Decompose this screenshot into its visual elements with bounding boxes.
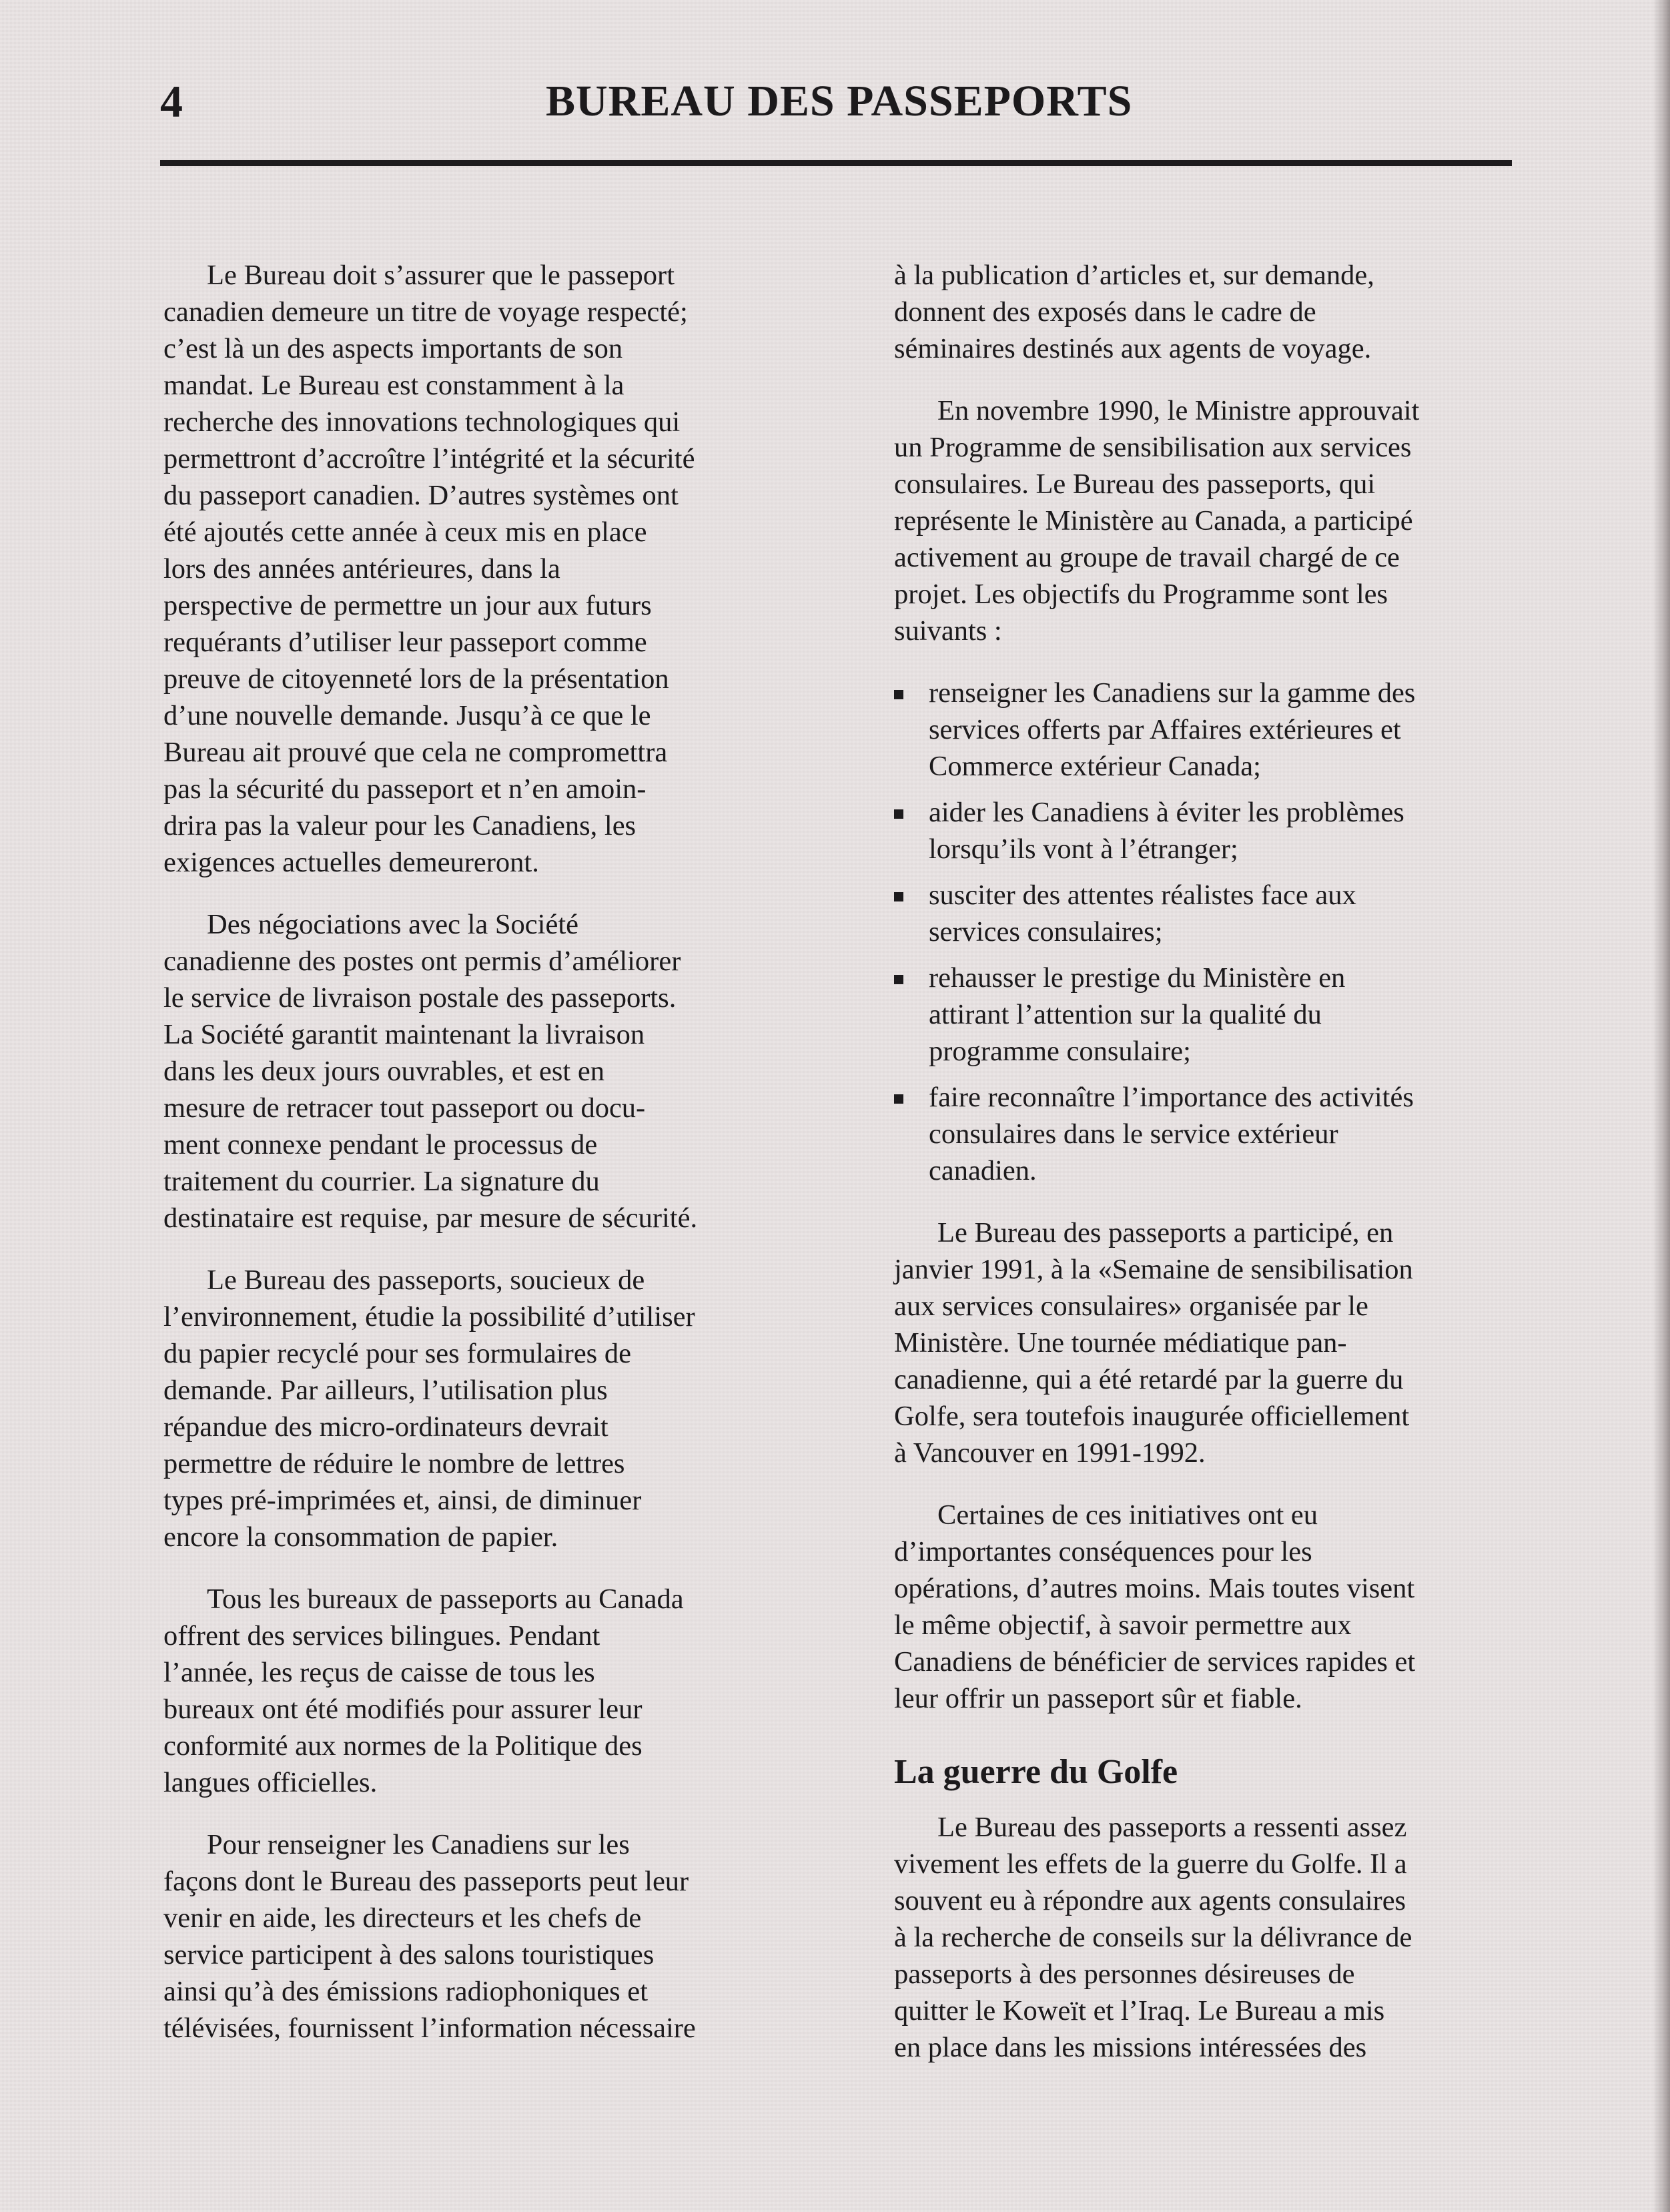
list-item <box>894 794 1495 867</box>
paragraph-awareness-week: Le Bureau des passeports a participé, en janvier 1991, à la «Semaine de sensibilisation aux services consulaires» organisée par le Ministère. Une tournée médiatique pan- canadienne, qui a été retardé par la guerre du Golfe, sera toutefois inaugurée officiellement à Vancouver en 1991-1992. <box>894 1217 1413 1469</box>
page-header <box>160 75 1512 128</box>
objectives-list <box>894 675 1495 1189</box>
square-bullet-icon <box>894 892 903 901</box>
list-item-text: renseigner les Canadiens sur la gamme des services offerts par Affaires extérieures et Commerce extérieur Canada; <box>929 677 1416 782</box>
paragraph-bilingual-services: Tous les bureaux de passeports au Canada offrent des services bilingues. Pendant l’année, les reçus de caisse de tous les bureaux ont été modifiés pour assurer leur conformité aux normes de la Politique des langues officielles. <box>163 1583 684 1798</box>
page-number: 4 <box>160 76 183 127</box>
paragraph-initiatives: Certaines de ces initiatives ont eu d’importantes conséquences pour les opérations, d’autres moins. Mais toutes visent le même objectif, à savoir permettre aux Canadiens de bénéficier de services rapides et leur offrir un passeport sûr et fiable. <box>894 1499 1416 1714</box>
square-bullet-icon <box>894 690 903 699</box>
list-item <box>894 877 1495 950</box>
square-bullet-icon <box>894 809 903 819</box>
list-item-text: aider les Canadiens à éviter les problèmes lorsqu’ils vont à l’étranger; <box>929 797 1404 865</box>
list-item-text: faire reconnaître l’importance des activités consulaires dans le service extérieur canadien. <box>929 1082 1414 1186</box>
section-heading: La guerre du Golfe <box>894 1753 1178 1791</box>
paragraph-gulf-war: Le Bureau des passeports a ressenti assez vivement les effets de la guerre du Golfe. Il a souvent eu à répondre aux agents consulaires à la recherche de conseils sur la délivrance de passeports à des personnes désireuses de quitter le Koweït et l’Iraq. Le Bureau a mis en place dans les missions intéressées des <box>894 1812 1412 2063</box>
square-bullet-icon <box>894 1094 903 1104</box>
page-edge-shadow <box>1653 0 1670 2212</box>
right-column <box>894 257 1495 2091</box>
header-rule <box>160 160 1512 166</box>
square-bullet-icon <box>894 975 903 984</box>
paragraph-program-intro: En novembre 1990, le Ministre approuvait un Programme de sensibilisation aux services consulaires. Le Bureau des passeports, qui représente le Ministère au Canada, a participé activement au groupe de travail chargé de ce projet. Les objectifs du Programme sont les suivants : <box>894 395 1420 647</box>
paragraph-public-information: Pour renseigner les Canadiens sur les façons dont le Bureau des passeports peut leur venir en aide, les directeurs et les chefs de service participent à des salons touristiques ainsi qu’à des émissions radiophoniques et télévisées, fournissent l’information nécessaire <box>163 1829 696 2044</box>
list-item-text: susciter des attentes réalistes face aux services consulaires; <box>929 879 1356 948</box>
list-item <box>894 1079 1495 1189</box>
running-title: BUREAU DES PASSEPORTS <box>546 77 1133 125</box>
paragraph-recycled-paper: Le Bureau des passeports, soucieux de l’environnement, étudie la possibilité d’utiliser du papier recyclé pour ses formulaires de demande. Par ailleurs, l’utilisation plus répandue des micro-ordinateurs devrait permettre de réduire le nombre de lettres types pré-imprimées et, ainsi, de diminuer encore la consommation de papier. <box>163 1264 695 1553</box>
paragraph-postal-delivery: Des négociations avec la Société canadienne des postes ont permis d’améliorer le service de livraison postale des passeports. La Société garantit maintenant la livraison dans les deux jours ouvrables, et est en mesure de retracer tout passeport ou docu- ment connexe pendant le processus de traitement du courrier. La signature du destinataire est requise, par mesure de sécurité. <box>163 909 698 1234</box>
paragraph-passport-integrity: Le Bureau doit s’assurer que le passeport canadien demeure un titre de voyage respecté; c’est là un des aspects importants de son mandat. Le Bureau est constamment à la recherche des innovations technologiques qui permettront d’accroître l’intégrité et la sécurité du passeport canadien. D’autres systèmes ont été ajoutés cette année à ceux mis en place lors des années antérieures, dans la perspective de permettre un jour aux futurs requérants d’utiliser leur passeport comme preuve de citoyenneté lors de la présentation d’une nouvelle demande. Jusqu’à ce que le Bureau ait prouvé que cela ne compromettra pas la sécurité du passeport et n’en amoin- drira pas la valeur pour les Canadiens, les exigences actuelles demeureront. <box>163 260 695 878</box>
list-item <box>894 675 1495 785</box>
left-column <box>163 257 787 2072</box>
list-item-text: rehausser le prestige du Ministère en attirant l’attention sur la qualité du programme consulaire; <box>929 962 1346 1067</box>
list-item <box>894 960 1495 1070</box>
paragraph-continuation: à la publication d’articles et, sur demande, donnent des exposés dans le cadre de séminaires destinés aux agents de voyage. <box>894 260 1374 364</box>
